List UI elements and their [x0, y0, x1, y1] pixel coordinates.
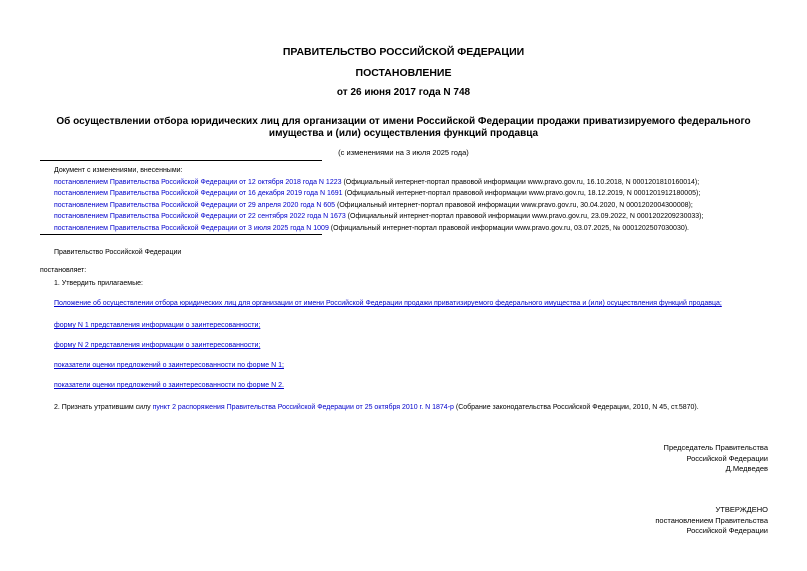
- divider-bottom: [40, 234, 322, 235]
- changes-list: [54, 165, 774, 235]
- amendment-source: (Официальный интернет-портал правовой информации www.pravo.gov.ru, 03.07.2025, № 0001202507030030).: [328, 224, 690, 232]
- amendment-source: (Официальный интернет-портал правовой информации www.pravo.gov.ru, 16.10.2018, N 0001201810160014);: [341, 178, 700, 186]
- government-line: Правительство Российской Федерации: [54, 249, 182, 256]
- government-heading: ПРАВИТЕЛЬСТВО РОССИЙСКОЙ ФЕДЕРАЦИИ: [282, 46, 525, 58]
- item-1-text: 1. Утвердить прилагаемые:: [54, 280, 143, 287]
- approval-line-2: постановлением Правительства: [655, 515, 768, 525]
- amendment-link[interactable]: постановлением Правительства Российской Федерации от 22 сентября 2022 года N 1673: [54, 213, 346, 221]
- approved-regulation-link[interactable]: Положение об осуществлении отбора юридических лиц для организации от имени Российской Федерации продажи приватизируемого федерального имущества и (или) осуществления функций продавца;: [54, 300, 722, 307]
- amendment-link[interactable]: постановлением Правительства Российской Федерации от 12 октября 2018 года N 1223: [54, 178, 342, 186]
- form-1-link[interactable]: форму N 1 представления информации о заинтересованности;: [54, 322, 261, 329]
- list-item: [54, 200, 774, 212]
- indicators-form-1-link[interactable]: показатели оценки предложений о заинтересованности по форме N 1;: [54, 362, 284, 369]
- amendment-source: (Официальный интернет-портал правовой информации www.pravo.gov.ru, 18.12.2019, N 0001201912180005);: [342, 190, 701, 198]
- indicators-form-2-link[interactable]: показатели оценки предложений о заинтересованности по форме N 2.: [54, 382, 284, 389]
- item-2-text: [54, 404, 699, 411]
- item-2-prefix: 2. Признать утратившим силу: [54, 404, 153, 411]
- approval-block: [655, 505, 768, 537]
- item-2-suffix: (Собрание законодательства Российской Федерации, 2010, N 45, ст.5870).: [453, 404, 699, 411]
- list-item: [54, 223, 774, 235]
- amendment-link[interactable]: постановлением Правительства Российской Федерации от 16 декабря 2019 года N 1691: [54, 190, 343, 198]
- changes-intro: Документ с изменениями, внесенными:: [54, 167, 183, 174]
- repealed-order-link[interactable]: пункт 2 распоряжения Правительства Российской Федерации от 25 октября 2010 г. N 1874-р: [152, 404, 454, 411]
- amendment-source: (Официальный интернет-портал правовой информации www.pravo.gov.ru, 30.04.2020, N 0001202004300008);: [335, 201, 693, 209]
- list-item: [54, 211, 774, 223]
- list-item: [54, 177, 774, 189]
- approval-line-3: Российской Федерации: [686, 526, 768, 535]
- amended-note: (с изменениями на 3 июля 2025 года): [338, 148, 469, 157]
- signature-position: Председатель Правительства: [663, 443, 768, 452]
- amendment-link[interactable]: постановлением Правительства Российской Федерации от 3 июля 2025 года N 1009: [54, 224, 329, 232]
- signature-country: Российской Федерации: [686, 453, 768, 463]
- document-type: ПОСТАНОВЛЕНИЕ: [355, 67, 452, 79]
- approval-title: УТВЕРЖДЕНО: [715, 505, 768, 514]
- document-title: Об осуществлении отбора юридических лиц для организации от имени Российской Федерации продажи приватизируемого федерального имущества и (или) осуществления функций продавца: [56, 116, 751, 139]
- form-2-link[interactable]: форму N 2 представления информации о заинтересованности;: [54, 342, 261, 349]
- signature-block: [664, 443, 768, 475]
- amendment-link[interactable]: постановлением Правительства Российской Федерации от 29 апреля 2020 года N 605: [54, 201, 336, 209]
- list-item: [54, 188, 774, 200]
- document-date-number: от 26 июня 2017 года N 748: [336, 87, 471, 98]
- divider-top: [40, 160, 322, 161]
- decrees-text: постановляет:: [40, 267, 87, 274]
- amendment-source: (Официальный интернет-портал правовой информации www.pravo.gov.ru, 23.09.2022, N 0001202209230033);: [345, 213, 704, 221]
- signature-name: Д.Медведев: [725, 464, 768, 473]
